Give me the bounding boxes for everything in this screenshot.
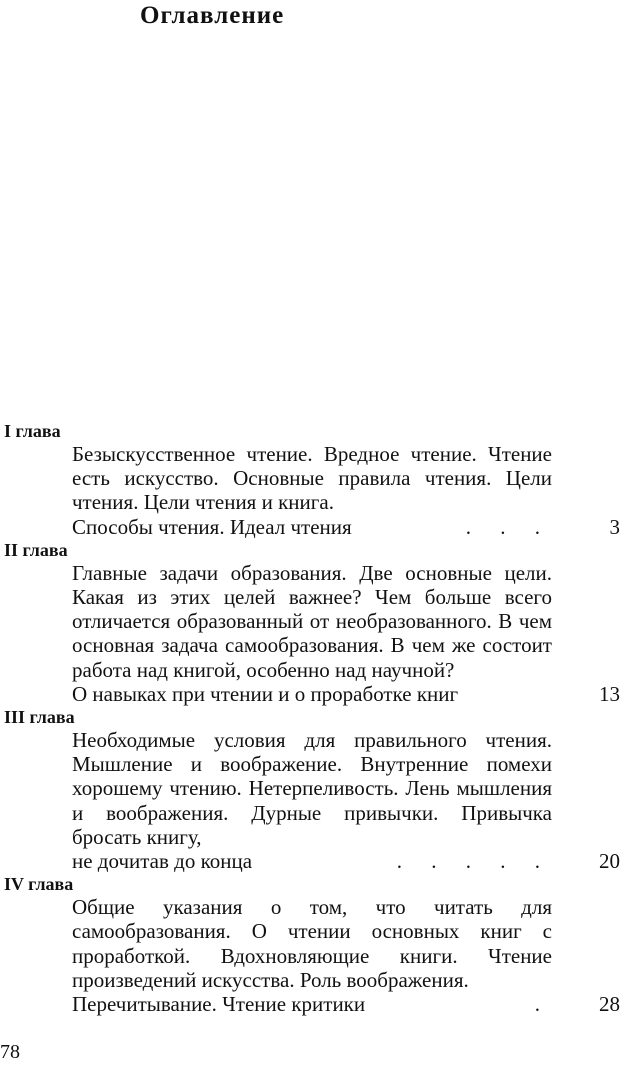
chapter-last-line-text: О навыках при чтении и о проработке книг <box>72 681 459 706</box>
chapter-description: Необходимые условия для правильного чтения. Мышление и воображение. Внутренние помехи хорошему чтению. Нетерпеливость. Лень мышления и воображения. Дурные привычки. Привычка бросать книгу, <box>72 728 552 849</box>
chapter-heading: II глава <box>4 539 68 560</box>
page-number: 13 <box>599 681 620 706</box>
dot-leader: . . . <box>465 514 552 539</box>
chapter-description: Общие указания о том, что читать для самообразования. О чтении основных книг с проработкой. Вдохновляющие книги. Чтение произведений искусства. Роль воображения. <box>72 895 552 992</box>
page-number: 28 <box>599 992 620 1017</box>
folio-page-number: 78 <box>0 1041 20 1063</box>
dot-leader: . <box>534 992 552 1017</box>
chapter-heading: III глава <box>4 707 75 727</box>
page-title: Оглавление <box>140 2 285 29</box>
chapter-heading: IV глава <box>4 874 74 895</box>
dot-leader: . . . . . <box>396 849 552 874</box>
page-number: 3 <box>609 514 620 539</box>
chapter-last-line-text: Перечитывание. Чтение критики <box>72 992 366 1017</box>
chapter-last-line <box>72 681 620 706</box>
chapter-last-line <box>72 992 620 1017</box>
chapter-last-line <box>72 514 620 539</box>
page-number: 20 <box>599 849 620 874</box>
chapter-description: Главные задачи образования. Две основные цели. Какая из этих целей важнее? Чем больше всего отличается образованный от необразованного. В чем основная задача самообразования. В чем же состоит работа над книгой, особенно над научной? <box>72 560 552 682</box>
chapter-last-line-text: не дочитав до конца <box>72 849 253 874</box>
chapter-heading: I глава <box>4 421 61 441</box>
table-of-contents <box>0 420 620 1016</box>
chapter-description: Безыскусственное чтение. Вредное чтение. Чтение есть искусство. Основные правила чтения. Цели чтения. Цели чтения и книга. <box>72 442 552 515</box>
chapter-last-line-text: Способы чтения. Идеал чтения <box>72 514 352 539</box>
chapter-last-line <box>72 849 620 874</box>
